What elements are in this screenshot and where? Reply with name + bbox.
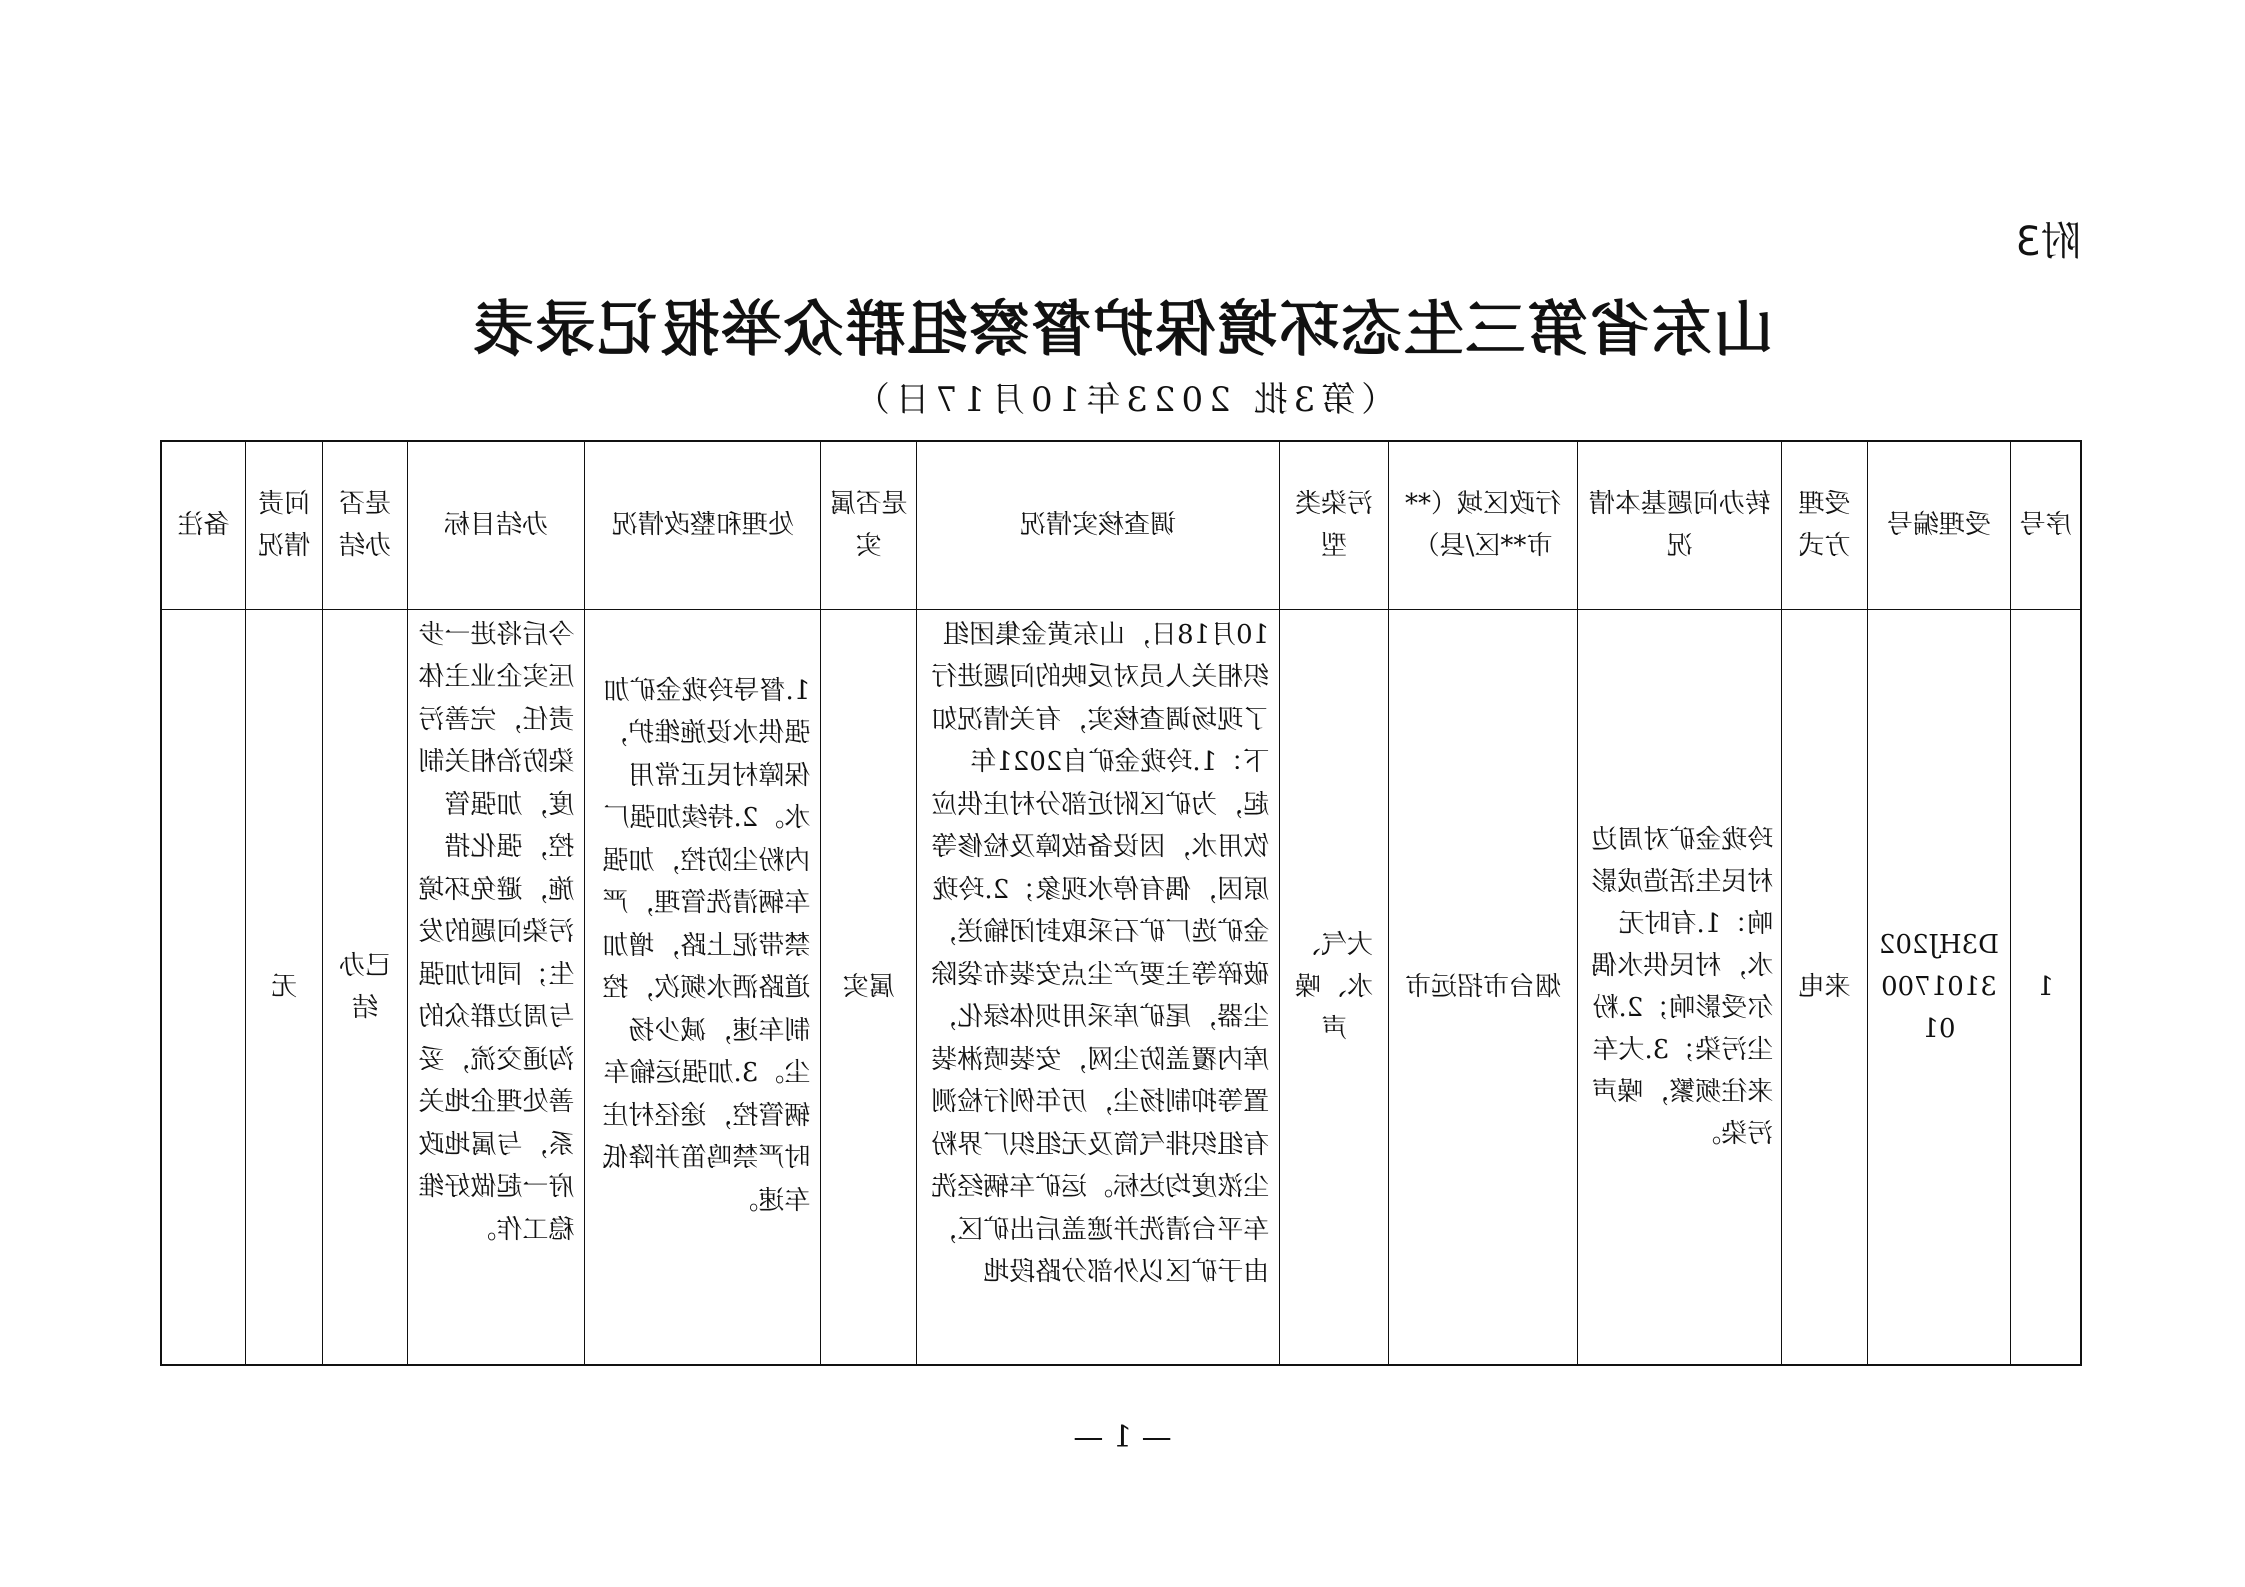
header-verified: 是否属实 <box>821 441 916 609</box>
cell-accountability: 无 <box>245 609 322 1365</box>
cell-pollution-type: 大气、水、噪声 <box>1280 609 1388 1365</box>
header-handling: 处理和整改情况 <box>585 441 821 609</box>
cell-case-no: D3HJ202310170001 <box>1867 609 2011 1365</box>
cell-accept-method: 来电 <box>1782 609 1867 1365</box>
header-goal: 办结目标 <box>407 441 585 609</box>
page-number: — 1 — <box>1073 1420 1172 1455</box>
header-issue: 转办问题基本情况 <box>1578 441 1782 609</box>
cell-seq: 1 <box>2011 609 2081 1365</box>
cell-region: 烟台市招远市 <box>1388 609 1578 1365</box>
header-accept-method: 受理方式 <box>1782 441 1867 609</box>
header-closed: 是否办结 <box>323 441 407 609</box>
cell-issue: 玲珑金矿对周边村民生活造成影响：1.有时无水，村民供水偶尔受影响；2.粉尘污染；3.大车来往频繁，噪声污染。 <box>1578 609 1782 1365</box>
header-accountability: 问责情况 <box>245 441 322 609</box>
table-header-row <box>161 441 2081 609</box>
attachment-label: 附3 <box>2015 219 2081 265</box>
cell-verified: 属实 <box>821 609 916 1365</box>
header-seq: 序号 <box>2011 441 2081 609</box>
cell-investigation: 10月18日，山东黄金集团组织相关人员对反映的问题进行了现场调查核实，有关情况如下：1.玲珑金矿自2021年起，为矿区附近部分村庄供应饮用水，因设备故障及检修等原因，偶有停水现象；2.玲珑金矿选厂矿石采取封闭输送，破碎等主要产尘点安装布袋除尘器，尾矿库采用坝体绿化，库内覆盖防尘网，安装喷淋装置等抑制扬尘，历年例行检测有组织排气筒及无组织厂界粉尘浓度均达标。运矿车辆经洗车平台清洗并遮盖后出矿区，由于矿区以外部分路段地 <box>916 609 1280 1365</box>
cell-remarks <box>161 609 245 1365</box>
document-title: 山东省第三生态环境保护督察组群众举报记录表 <box>471 295 1774 365</box>
header-pollution-type: 污染类型 <box>1280 441 1388 609</box>
table-row <box>161 609 2081 1365</box>
batch-date-line: （第3批 2023年10月17日） <box>849 380 1396 420</box>
complaint-record-table <box>160 440 2082 1366</box>
cell-closed: 已办结 <box>323 609 407 1365</box>
cell-handling: 1.督导玲珑金矿加强供水设施维护，保障村民正常用水。2.持续加强厂内粉尘防控，加强车辆清洗管理，严禁带泥上路，增加道路洒水频次，控制车速，减少扬尘。3.加强运输车辆管控，途径村庄时严禁鸣笛并降低车速。 <box>585 609 821 1365</box>
header-case-no: 受理编号 <box>1867 441 2011 609</box>
header-remarks: 备注 <box>161 441 245 609</box>
header-investigation: 调查核实情况 <box>916 441 1280 609</box>
header-region: 行政区域（**市**区/县） <box>1388 441 1578 609</box>
cell-goal: 今后将进一步压实企业主体责任，完善污染防治相关制度，加强管控，强化措施，避免环境污染问题的发生；同时加强与周边群众的沟通交流，妥善处理企地关系，与属地政府一起做好维稳工作。 <box>407 609 585 1365</box>
